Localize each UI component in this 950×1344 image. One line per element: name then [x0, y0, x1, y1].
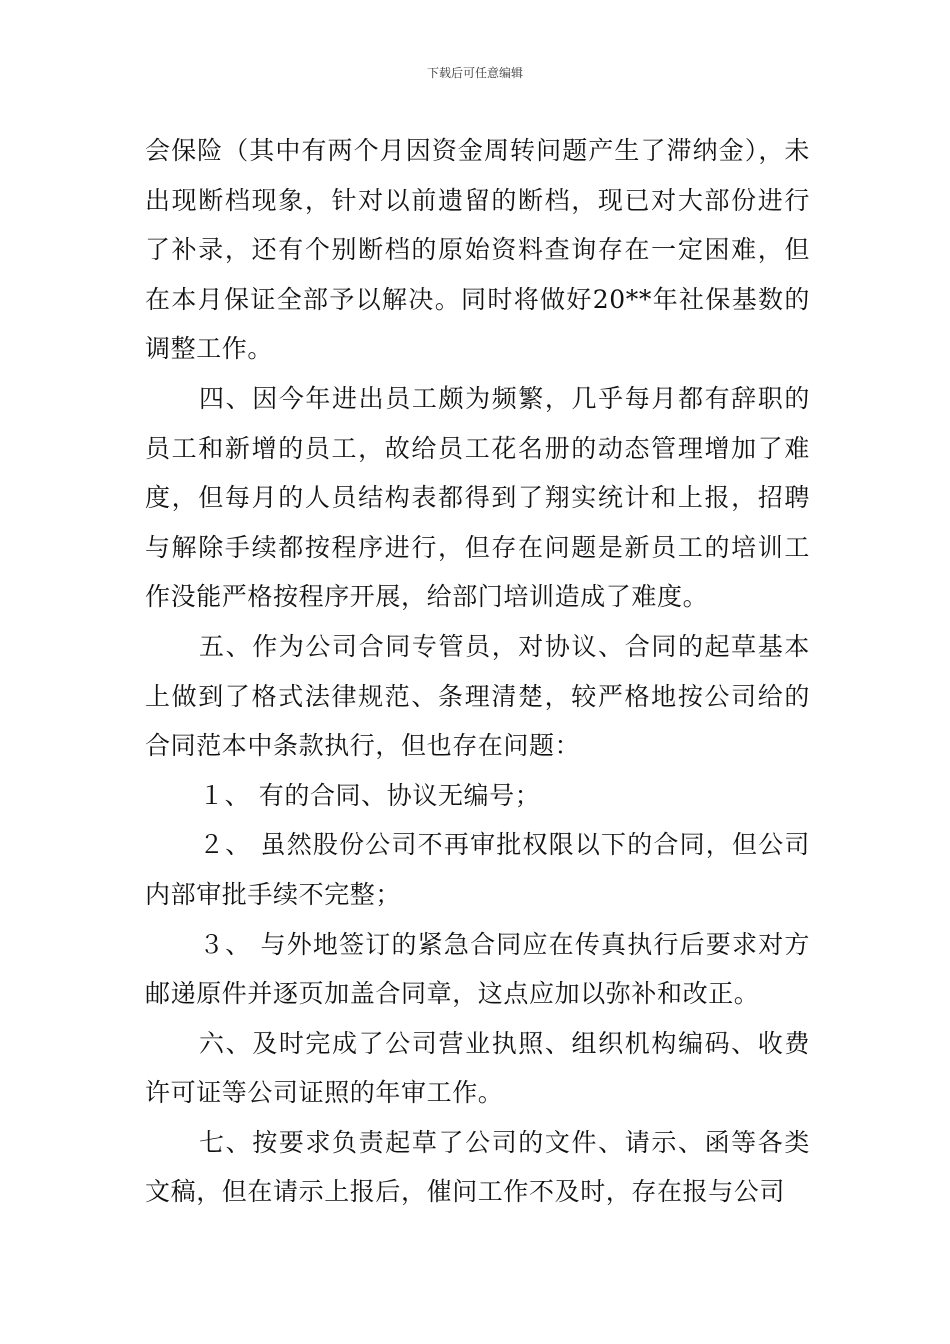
- paragraph-subitem-2: ２、 虽然股份公司不再审批权限以下的合同，但公司内部审批手续不完整；: [145, 830, 810, 909]
- paragraph-item-4-staff-roster: 四、因今年进出员工颇为频繁，几乎每月都有辞职的员工和新增的员工，故给员工花名册的动态管理增加了难度，但每月的人员结构表都得到了翔实统计和上报，招聘与解除手续都按程序进行，但存在问题是新员工的培训工作没能严格按程序开展，给部门培训造成了难度。: [145, 383, 810, 612]
- paragraph-social-insurance: 会保险（其中有两个月因资金周转问题产生了滞纳金），未出现断档现象，针对以前遗留的断档，现已对大部份进行了补录，还有个别断档的原始资料查询存在一定困难，但在本月保证全部予以解决。同时将做好20**年社保基数的调整工作。: [145, 136, 810, 364]
- page-header: 下载后可任意编辑: [426, 66, 523, 80]
- paragraph-subitem-3: ３、 与外地签订的紧急合同应在传真执行后要求对方邮递原件并逐页加盖合同章，这点应加以弥补和改正。: [145, 929, 810, 1009]
- paragraph-item-7-documents: 七、按要求负责起草了公司的文件、请示、函等各类文稿，但在请示上报后，催问工作不及时，存在报与公司: [145, 1127, 810, 1207]
- document-body: [145, 126, 810, 1217]
- paragraph-subitem-1: １、 有的合同、协议无编号；: [199, 780, 541, 810]
- paragraph-item-6-licenses: 六、及时完成了公司营业执照、组织机构编码、收费许可证等公司证照的年审工作。: [145, 1028, 810, 1108]
- paragraph-item-5-contracts: 五、作为公司合同专管员，对协议、合同的起草基本上做到了格式法律规范、条理清楚，较严格地按公司给的合同范本中条款执行，但也存在问题：: [145, 631, 810, 761]
